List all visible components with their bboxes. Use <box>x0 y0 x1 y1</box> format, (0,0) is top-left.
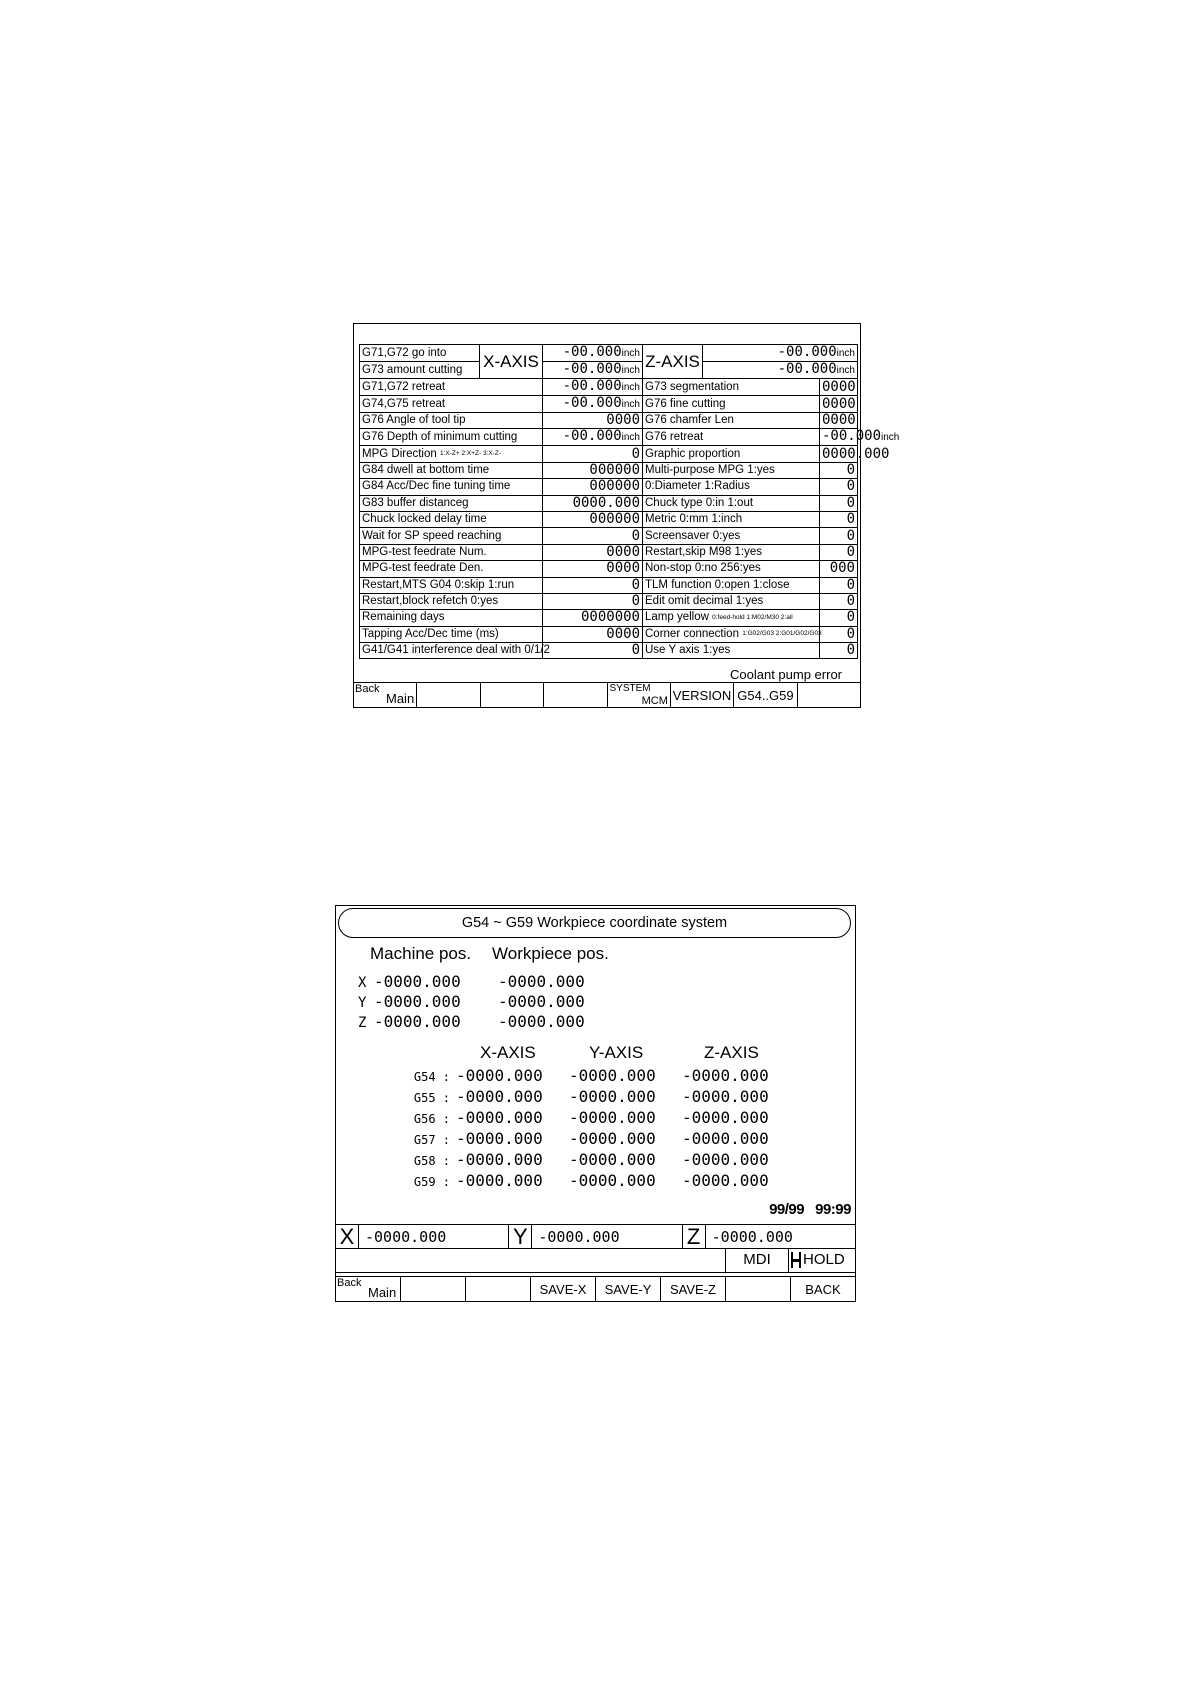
param-value <box>820 396 858 413</box>
offset-x-value[interactable]: -0000.000 <box>456 1066 543 1085</box>
softkey-bar <box>336 1276 855 1301</box>
axis-cell-x <box>336 1225 509 1248</box>
main-label: Main <box>368 1285 397 1300</box>
axis-letter: X <box>336 1225 359 1248</box>
param-value <box>543 413 643 429</box>
offset-code: G56 : <box>413 1112 450 1126</box>
parameter-row[interactable] <box>360 362 858 379</box>
param-value <box>820 610 858 626</box>
value-text: 0 <box>846 625 855 642</box>
value-text: 0000 <box>606 560 640 577</box>
g54-g59-softkey[interactable]: G54..G59 <box>734 683 797 707</box>
param-label <box>360 479 543 495</box>
value-text: 0 <box>846 642 855 659</box>
param-label <box>643 626 820 642</box>
param-label <box>360 379 543 396</box>
time-text: 99:99 <box>815 1201 851 1218</box>
offset-x-value[interactable]: -0000.000 <box>456 1171 543 1190</box>
value-text: 0000.000 <box>572 494 640 511</box>
parameter-row[interactable] <box>360 626 858 642</box>
param-label <box>360 511 543 527</box>
offset-y-value[interactable]: -0000.000 <box>569 1171 656 1190</box>
offset-y-value[interactable]: -0000.000 <box>569 1150 656 1169</box>
param-label <box>360 345 480 362</box>
value-text: 0 <box>846 576 855 593</box>
param-label-text: Corner connection <box>645 627 739 640</box>
param-label-text: Use Y axis 1:yes <box>645 644 731 657</box>
param-value <box>820 462 858 478</box>
param-label <box>360 561 543 577</box>
offset-x-value[interactable]: -0000.000 <box>456 1129 543 1148</box>
offset-x-value[interactable]: -0000.000 <box>456 1150 543 1169</box>
param-label-text: G73 amount cutting <box>362 363 463 376</box>
offset-row[interactable] <box>410 1129 795 1148</box>
param-value <box>543 396 643 413</box>
param-value <box>820 379 858 396</box>
value-text: -00.000 <box>562 344 622 360</box>
offset-row[interactable] <box>410 1171 795 1190</box>
value-text: 0 <box>631 576 640 593</box>
param-value <box>543 544 643 560</box>
offset-x-value[interactable]: -0000.000 <box>456 1108 543 1127</box>
param-label-text: G73 segmentation <box>645 380 739 393</box>
value-text: 0 <box>631 527 640 544</box>
z-axis-header: Z-AXIS <box>704 1043 759 1062</box>
param-label <box>643 593 820 609</box>
mode-indicator: MDI <box>726 1248 789 1272</box>
param-label-text: G84 dwell at bottom time <box>362 463 490 476</box>
date-time-display <box>769 1201 851 1218</box>
param-sub-text: 0:feed-hold 1:M02/M30 2:all <box>712 613 793 621</box>
parameter-row[interactable] <box>360 610 858 626</box>
param-value <box>543 479 643 495</box>
position-row <box>358 1012 585 1031</box>
version-softkey[interactable]: VERSION <box>671 683 734 707</box>
parameter-row[interactable] <box>360 446 858 462</box>
value-text: -00.000 <box>777 361 837 377</box>
offset-z-value[interactable]: -0000.000 <box>682 1087 769 1106</box>
param-label <box>360 362 480 379</box>
softkey-3[interactable] <box>466 1277 531 1301</box>
param-label-text: 0:Diameter 1:Radius <box>645 480 750 493</box>
offset-y-value[interactable]: -0000.000 <box>569 1108 656 1127</box>
param-label <box>643 429 820 446</box>
param-label-text: G76 Depth of minimum cutting <box>362 430 518 443</box>
value-text: 0 <box>846 461 855 478</box>
param-value <box>820 593 858 609</box>
parameter-row[interactable] <box>360 577 858 593</box>
x-value <box>543 345 643 362</box>
unit-text: inch <box>881 432 900 444</box>
offset-code: G54 : <box>413 1070 450 1084</box>
machine-pos-header: Machine pos. <box>370 944 472 963</box>
param-value <box>820 626 858 642</box>
param-label-text: G76 chamfer Len <box>645 414 734 427</box>
hold-indicator <box>789 1248 855 1272</box>
param-value <box>543 577 643 593</box>
workpiece-pos-value: -0000.000 <box>498 992 585 1011</box>
param-label-text: TLM function 0:open 1:close <box>645 578 790 591</box>
value-text: 0 <box>846 543 855 560</box>
parameter-row[interactable] <box>360 462 858 478</box>
param-label-text: G71,G72 go into <box>362 346 447 359</box>
offset-z-value[interactable]: -0000.000 <box>682 1108 769 1127</box>
machine-pos-value: -0000.000 <box>374 992 461 1011</box>
offset-z-value[interactable]: -0000.000 <box>682 1129 769 1148</box>
param-label <box>643 479 820 495</box>
position-row <box>358 972 585 991</box>
param-label-text: Screensaver 0:yes <box>645 529 741 542</box>
parameter-table <box>359 344 900 659</box>
mcm-label: MCM <box>641 695 668 707</box>
back-label: Back <box>337 1277 362 1289</box>
param-label <box>360 593 543 609</box>
parameter-row[interactable] <box>360 479 858 495</box>
param-value <box>543 610 643 626</box>
offset-z-value[interactable]: -0000.000 <box>682 1150 769 1169</box>
save-x-button[interactable]: SAVE-X <box>531 1277 596 1301</box>
hold-icon <box>791 1252 801 1268</box>
param-label <box>360 643 550 659</box>
value-text: 000 <box>829 560 855 577</box>
value-text: 0000 <box>606 543 640 560</box>
parameter-row[interactable] <box>360 413 858 429</box>
position-row <box>358 992 585 1011</box>
value-text: 0 <box>846 527 855 544</box>
value-text: 0000 <box>606 625 640 642</box>
z-axis-text: Z-AXIS <box>645 352 700 371</box>
param-label <box>360 577 543 593</box>
param-label <box>643 577 820 593</box>
back-button[interactable]: BACK <box>805 1281 841 1297</box>
coordinate-screen <box>335 905 856 1302</box>
param-label <box>360 544 543 560</box>
param-value <box>543 626 643 642</box>
offset-code: G57 : <box>413 1133 450 1147</box>
param-label-text: Wait for SP speed reaching <box>362 529 502 542</box>
page-title: G54 ~ G59 Workpiece coordinate system <box>338 908 851 938</box>
status-message: Coolant pump error <box>730 667 842 682</box>
param-value <box>820 643 858 659</box>
axis-letter: Y <box>509 1225 532 1248</box>
param-label <box>643 379 820 396</box>
softkey-3[interactable] <box>481 683 544 707</box>
param-value <box>543 495 643 511</box>
workpiece-pos-value: -0000.000 <box>498 1012 585 1031</box>
unit-text: inch <box>621 348 640 359</box>
param-label-text: Restart,MTS G04 0:skip 1:run <box>362 578 515 591</box>
value-text: -00.000 <box>562 378 622 394</box>
x-value <box>543 362 643 379</box>
offset-code: G59 : <box>413 1175 450 1189</box>
machine-pos-value: -0000.000 <box>374 1012 461 1031</box>
parameter-row[interactable] <box>360 593 858 609</box>
offset-z-value[interactable]: -0000.000 <box>682 1171 769 1190</box>
param-value <box>820 445 890 462</box>
axis-letter: Z <box>358 1015 367 1031</box>
value-text: 0 <box>846 511 855 528</box>
parameter-row[interactable] <box>360 495 858 511</box>
offset-row[interactable] <box>410 1087 795 1106</box>
parameter-row[interactable] <box>360 643 858 659</box>
system-mcm-softkey[interactable] <box>608 683 671 707</box>
main-label: Main <box>386 691 415 706</box>
offset-row[interactable] <box>410 1150 795 1169</box>
unit-text: inch <box>621 365 640 376</box>
param-label <box>360 396 543 413</box>
softkey-2[interactable] <box>417 683 480 707</box>
param-value <box>820 413 858 429</box>
param-label <box>643 413 820 429</box>
z-value <box>703 362 858 379</box>
param-value <box>543 593 643 609</box>
param-label <box>643 511 820 527</box>
parameter-row[interactable] <box>360 429 858 446</box>
param-label <box>360 528 543 544</box>
offset-y-value[interactable]: -0000.000 <box>569 1087 656 1106</box>
param-label-text: Lamp yellow <box>645 611 709 624</box>
param-value <box>820 577 858 593</box>
param-label <box>643 528 820 544</box>
parameter-row[interactable] <box>360 561 858 577</box>
param-label-text: Remaining days <box>362 611 445 624</box>
param-label <box>643 610 820 626</box>
param-value <box>820 479 858 495</box>
x-axis-header: X-AXIS <box>480 1043 536 1062</box>
param-label-text: Graphic proportion <box>645 447 741 460</box>
parameter-row[interactable] <box>360 396 858 413</box>
axis-position-bar <box>336 1224 855 1249</box>
param-value <box>820 528 858 544</box>
value-text: -00.000 <box>777 344 837 360</box>
unit-text: inch <box>621 432 640 444</box>
parameter-row[interactable] <box>360 345 858 362</box>
save-z-button[interactable]: SAVE-Z <box>661 1277 726 1301</box>
param-value <box>820 428 900 446</box>
unit-text: inch <box>836 348 855 359</box>
back-main-softkey[interactable] <box>354 683 417 707</box>
param-label-text: G71,G72 retreat <box>362 380 446 393</box>
param-label-text: Metric 0:mm 1:inch <box>645 513 743 526</box>
param-label-text: G76 retreat <box>645 430 704 443</box>
system-label: SYSTEM <box>609 683 651 694</box>
value-text: 0000.000 <box>822 445 890 462</box>
back-main-softkey[interactable] <box>336 1277 401 1301</box>
param-sub-text: 1:G02/G03 2:G01/G02/G03 <box>742 630 822 638</box>
param-sub-text: 1:X-Z+ 2:X+Z- 3:X-Z- <box>439 450 502 458</box>
value-text: 0 <box>631 642 640 659</box>
workpiece-pos-value: -0000.000 <box>498 972 585 991</box>
value-text: 0 <box>846 593 855 610</box>
value-text: 0000 <box>822 412 856 429</box>
param-label-text: Restart,skip M98 1:yes <box>645 545 762 558</box>
axis-letter: Y <box>358 995 367 1011</box>
param-label-text: MPG-test feedrate Den. <box>362 562 484 575</box>
value-text: 0 <box>846 478 855 495</box>
axis-cell-y <box>509 1225 682 1248</box>
axis-letter: X <box>358 975 367 991</box>
param-label <box>360 413 543 429</box>
param-label-text: MPG Direction <box>362 447 437 460</box>
param-label-text: Edit omit decimal 1:yes <box>645 595 764 608</box>
param-label <box>643 396 820 413</box>
offset-y-value[interactable]: -0000.000 <box>569 1066 656 1085</box>
param-label <box>643 561 820 577</box>
param-value <box>543 528 643 544</box>
unit-text: inch <box>836 365 855 376</box>
hold-label: HOLD <box>803 1251 845 1268</box>
param-label-text: Tapping Acc/Dec time (ms) <box>362 627 499 640</box>
value-text: -00.000 <box>562 361 622 377</box>
param-value <box>543 511 643 527</box>
param-label <box>360 462 543 478</box>
softkey-2[interactable] <box>401 1277 466 1301</box>
offset-row[interactable] <box>410 1108 795 1127</box>
y-axis-header: Y-AXIS <box>589 1043 644 1062</box>
param-label <box>360 610 543 626</box>
value-text: 000000 <box>589 478 640 495</box>
x-axis-label <box>480 345 543 379</box>
value-text: 0 <box>846 609 855 626</box>
param-label-text: Multi-purpose MPG 1:yes <box>645 463 775 476</box>
axis-value: -0000.000 <box>711 1227 793 1246</box>
unit-text: inch <box>621 399 640 410</box>
value-text: 000000 <box>589 461 640 478</box>
param-value <box>543 429 643 446</box>
param-label-text: Chuck locked delay time <box>362 513 487 526</box>
parameter-row[interactable] <box>360 379 858 396</box>
param-label <box>360 626 543 642</box>
param-value <box>820 561 858 577</box>
parameter-row[interactable] <box>360 511 858 527</box>
back-label: Back <box>355 683 380 695</box>
softkey-7[interactable] <box>726 1277 791 1301</box>
param-label <box>643 495 820 511</box>
parameter-row[interactable] <box>360 544 858 560</box>
param-label-text: G84 Acc/Dec fine tuning time <box>362 480 511 493</box>
value-text: 0 <box>631 593 640 610</box>
param-label <box>360 446 543 462</box>
param-value <box>820 495 858 511</box>
param-label-text: G83 buffer distanceg <box>362 496 469 509</box>
value-text: -00.000 <box>822 428 882 445</box>
softkey-8[interactable] <box>798 683 860 707</box>
value-text: 0000 <box>822 395 856 412</box>
offset-code: G58 : <box>413 1154 450 1168</box>
value-text: 0000000 <box>580 609 640 626</box>
param-label <box>643 643 820 659</box>
unit-text: inch <box>621 382 640 393</box>
z-axis-label <box>643 345 703 379</box>
axis-letter: Z <box>683 1225 706 1248</box>
param-label <box>643 446 820 462</box>
value-text: 000000 <box>589 511 640 528</box>
offset-z-value[interactable]: -0000.000 <box>682 1066 769 1085</box>
param-label <box>643 544 820 560</box>
x-axis-text: X-AXIS <box>483 352 539 371</box>
param-value <box>543 462 643 478</box>
axis-cell-z <box>683 1225 855 1248</box>
param-label <box>643 462 820 478</box>
param-value <box>820 511 858 527</box>
param-value <box>543 561 643 577</box>
value-text: -00.000 <box>562 428 622 445</box>
save-y-button[interactable]: SAVE-Y <box>596 1277 661 1301</box>
offset-row[interactable] <box>410 1066 795 1085</box>
offset-y-value[interactable]: -0000.000 <box>569 1129 656 1148</box>
mode-bar <box>336 1248 855 1273</box>
param-value <box>543 379 643 396</box>
value-text: 0000 <box>822 378 856 395</box>
parameter-row[interactable] <box>360 528 858 544</box>
value-text: 0000 <box>606 412 640 429</box>
axis-value: -0000.000 <box>538 1227 620 1246</box>
param-value <box>820 544 858 560</box>
param-label-text: MPG-test feedrate Num. <box>362 545 487 558</box>
parameter-screen <box>353 323 900 708</box>
value-text: 0 <box>631 445 640 462</box>
softkey-bar <box>354 682 860 707</box>
param-label <box>360 429 543 446</box>
param-label-text: G76 Angle of tool tip <box>362 414 466 427</box>
param-label-text: G41/G41 interference deal with 0/1/2 <box>362 644 550 657</box>
value-text: 0 <box>846 494 855 511</box>
param-label-text: Non-stop 0:no 256:yes <box>645 562 761 575</box>
softkey-4[interactable] <box>544 683 607 707</box>
param-label-text: Restart,block refetch 0:yes <box>362 595 499 608</box>
machine-pos-value: -0000.000 <box>374 972 461 991</box>
param-label <box>360 495 543 511</box>
date-text: 99/99 <box>769 1201 805 1218</box>
param-value <box>543 446 643 462</box>
param-label-text: Chuck type 0:in 1:out <box>645 496 754 509</box>
z-value <box>703 345 858 362</box>
param-label-text: G74,G75 retreat <box>362 397 446 410</box>
axis-value: -0000.000 <box>365 1227 447 1246</box>
param-value <box>543 643 643 659</box>
offset-x-value[interactable]: -0000.000 <box>456 1087 543 1106</box>
offset-code: G55 : <box>413 1091 450 1105</box>
workpiece-pos-header: Workpiece pos. <box>492 944 609 963</box>
param-label-text: G76 fine cutting <box>645 397 726 410</box>
value-text: -00.000 <box>562 395 622 411</box>
